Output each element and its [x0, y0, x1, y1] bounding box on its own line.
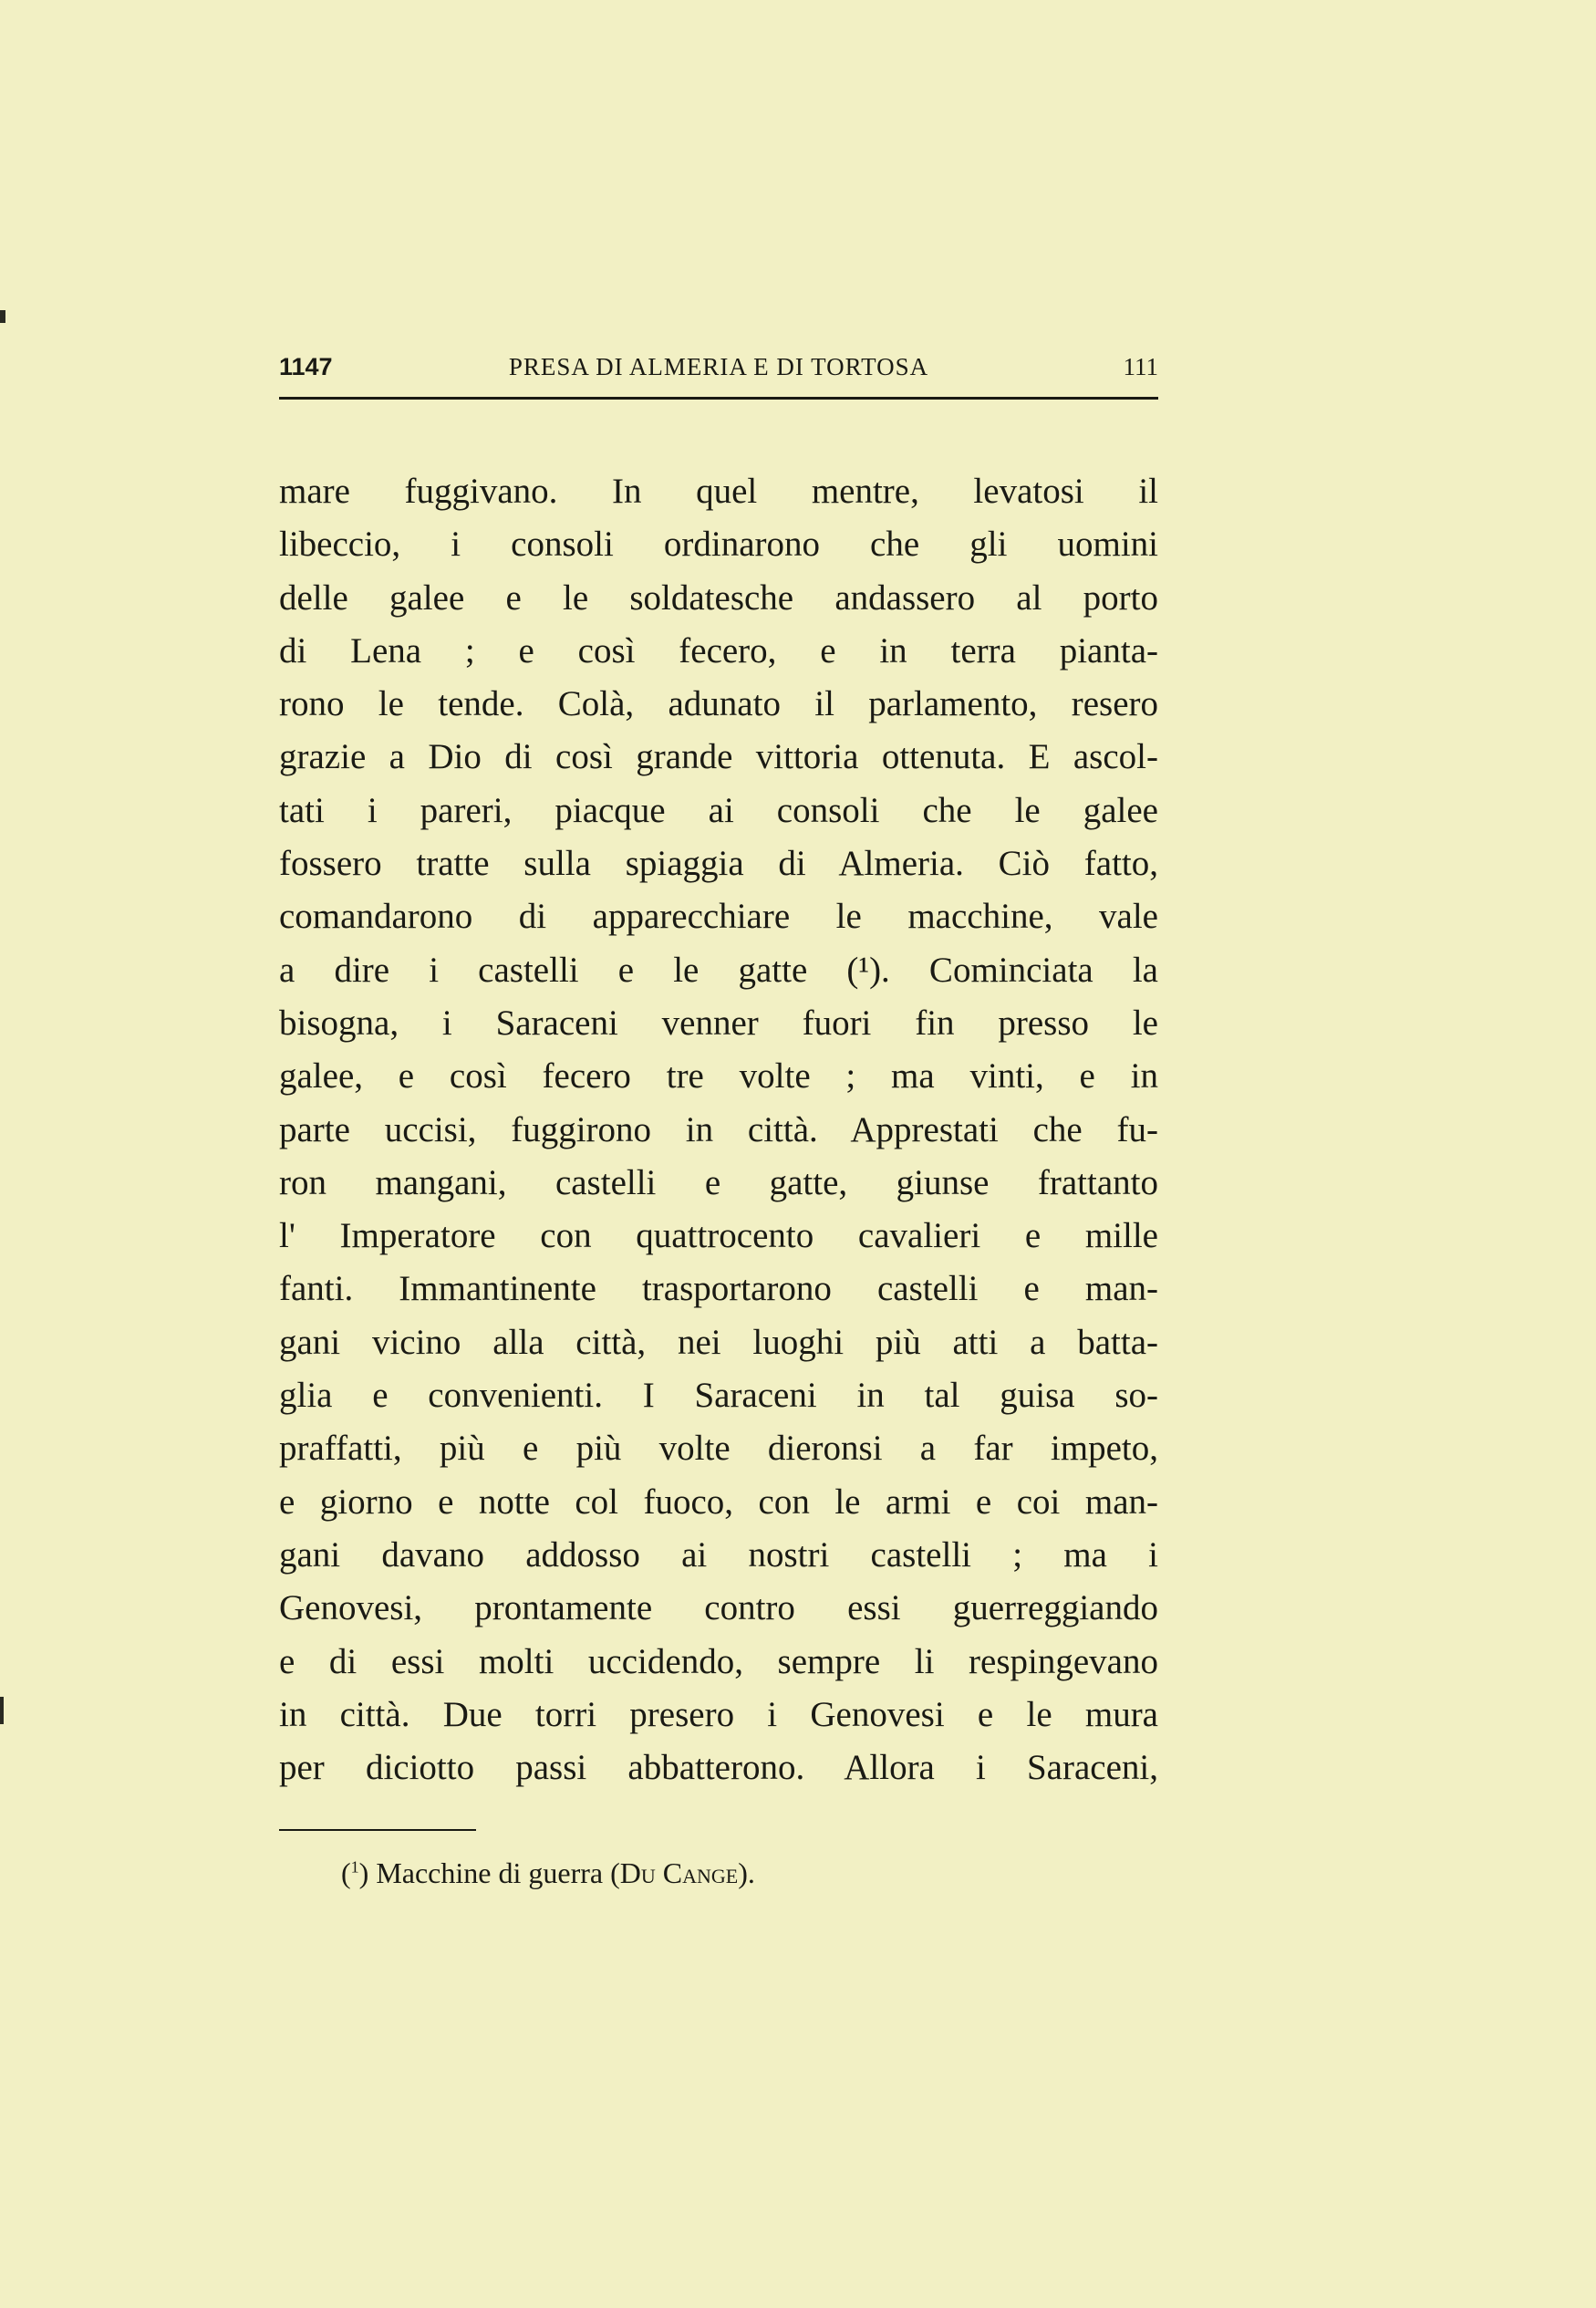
text-line	[279, 1582, 1158, 1635]
text-line	[279, 572, 1158, 625]
text-line-content: per diciotto passi abbatterono. Allora i Saraceni,	[279, 1748, 1158, 1788]
text-line	[279, 1741, 1158, 1794]
text-line-content: mare fuggivano. In quel mentre, levatosi il	[279, 472, 1158, 511]
text-line	[279, 1104, 1158, 1157]
text-line-content: fanti. Immantinente trasportarono castelli e man-	[279, 1269, 1158, 1309]
body-text	[279, 465, 1158, 1794]
text-line	[279, 837, 1158, 890]
text-line	[279, 890, 1158, 943]
text-line	[279, 1422, 1158, 1475]
text-line	[279, 1050, 1158, 1103]
page-number: 111	[1123, 353, 1158, 380]
running-header	[279, 349, 1158, 390]
footnote-marker: 1	[350, 1857, 359, 1877]
text-line-content: parte uccisi, fuggirono in città. Apprestati che fu-	[279, 1109, 1158, 1149]
text-line	[279, 678, 1158, 731]
text-line-content: Genovesi, prontamente contro essi guerreggiando	[279, 1588, 1158, 1628]
page-edge-mark	[0, 1697, 4, 1724]
header-title: PRESA DI ALMERIA E DI TORTOSA	[508, 353, 929, 380]
text-line-content: gani davano addosso ai nostri castelli ; ma i	[279, 1534, 1158, 1575]
text-line-content: di Lena ; e così fecero, e in terra pianta-	[279, 630, 1158, 671]
footnote-end: ).	[738, 1856, 755, 1889]
text-line	[279, 731, 1158, 784]
header-year: 1147	[279, 353, 333, 380]
text-line	[279, 625, 1158, 678]
text-line-content: grazie a Dio di così grande vittoria ottenuta. E ascol-	[279, 737, 1158, 777]
text-line-content: tati i pareri, piacque ai consoli che le galee	[279, 790, 1158, 830]
text-line	[279, 1369, 1158, 1422]
header-rule	[279, 397, 1158, 400]
text-line	[279, 1529, 1158, 1582]
footnote-text: Macchine di guerra (	[376, 1856, 620, 1889]
text-line	[279, 1263, 1158, 1315]
text-line	[279, 997, 1158, 1050]
text-line-content: in città. Due torri presero i Genovesi e le mura	[279, 1694, 1158, 1734]
text-line-content: a dire i castelli e le gatte (¹). Cominciata la	[279, 950, 1158, 990]
text-line-content: l' Imperatore con quattrocento cavalieri e mille	[279, 1216, 1158, 1256]
text-line-content: praffatti, più e più volte dieronsi a far impeto,	[279, 1429, 1158, 1469]
text-line	[279, 1689, 1158, 1741]
text-line-content: comandarono di apparecchiare le macchine, vale	[279, 897, 1158, 937]
footnote-rule	[279, 1829, 476, 1831]
text-line-content: e giorno e notte col fuoco, con le armi e coi man-	[279, 1481, 1158, 1522]
text-line	[279, 1316, 1158, 1369]
text-line	[279, 1157, 1158, 1210]
page-edge-mark	[0, 310, 5, 323]
footnote: ($^1$) Macchine di guerra (Du Cange).	[341, 1856, 755, 1889]
text-line-content: bisogna, i Saraceni venner fuori fin presso le	[279, 1003, 1158, 1043]
text-line	[279, 785, 1158, 837]
text-line	[279, 1476, 1158, 1529]
text-line-content: gani vicino alla città, nei luoghi più atti a batta-	[279, 1322, 1158, 1362]
text-line-content: libeccio, i consoli ordinarono che gli uomini	[279, 525, 1158, 565]
text-line	[279, 944, 1158, 997]
text-line-content: galee, e così fecero tre volte ; ma vinti, e in	[279, 1056, 1158, 1097]
footnote-author: Du Cange	[619, 1856, 739, 1889]
text-line	[279, 1210, 1158, 1263]
text-line-content: fossero tratte sulla spiaggia di Almeria. Ciò fatto,	[279, 844, 1158, 884]
text-line-content: ron mangani, castelli e gatte, giunse frattanto	[279, 1162, 1158, 1202]
text-line-content: glia e convenienti. I Saraceni in tal guisa so-	[279, 1376, 1158, 1416]
text-line-content: rono le tende. Colà, adunato il parlamento, resero	[279, 684, 1158, 724]
text-line-content: delle galee e le soldatesche andassero al porto	[279, 577, 1158, 618]
text-line	[279, 465, 1158, 518]
text-line	[279, 1636, 1158, 1689]
text-line-content: e di essi molti uccidendo, sempre li respingevano	[279, 1641, 1158, 1681]
text-line	[279, 518, 1158, 571]
